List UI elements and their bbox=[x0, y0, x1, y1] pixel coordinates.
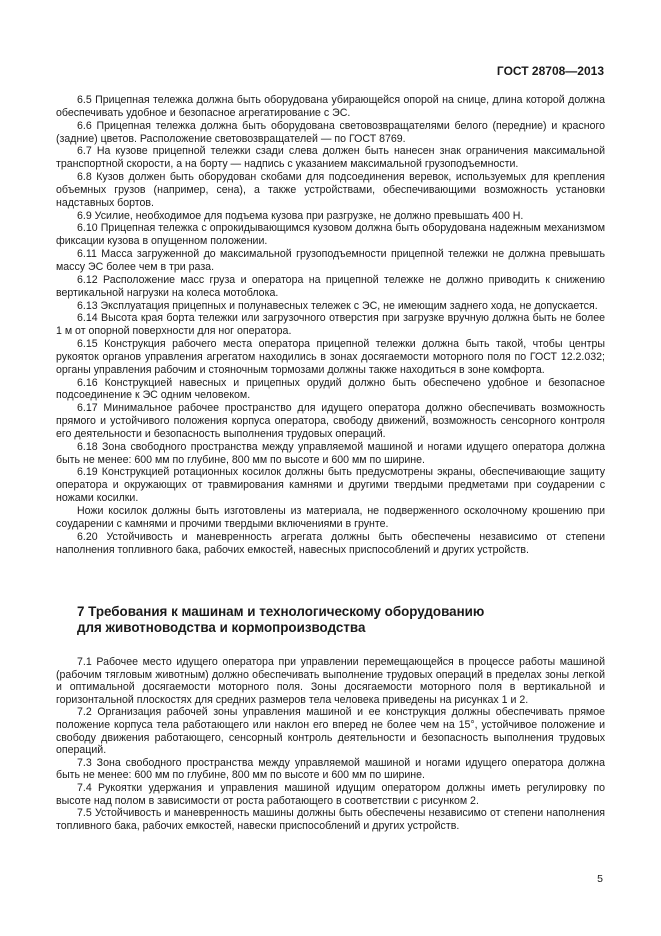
document-id-header: ГОСТ 28708—2013 bbox=[496, 64, 604, 78]
paragraph-6-12: 6.12 Расположение масс груза и оператора на прицепной тележке не должно приводить к снижению вертикальной нагрузки на колеса мотоблока. bbox=[56, 273, 605, 299]
paragraph-6-7: 6.7 На кузове прицепной тележки сзади слева должен быть нанесен знак ограничения максимальной транспортной скорости, а на борту — надпись с указанием максимальной грузоподъемности. bbox=[56, 145, 605, 171]
paragraph-6-9: 6.9 Усилие, необходимое для подъема кузова при разгрузке, не должно превышать 400 Н. bbox=[77, 209, 524, 222]
paragraph-6-14: 6.14 Высота края борта тележки или загрузочного отверстия при загрузке вручную должна быть не более 1 м от опорной поверхности для ног оператора. bbox=[56, 312, 605, 338]
page-number: 5 bbox=[597, 873, 603, 885]
paragraph-7-3: 7.3 Зона свободного пространства между управляемой машиной и ногами идущего оператора должна быть не менее: 600 мм по глубине, 800 мм по высоте и 600 мм по ширине. bbox=[56, 756, 605, 782]
paragraph-6-19: 6.19 Конструкцией ротационных косилок должны быть предусмотрены экраны, обеспечивающие защиту оператора и окружающих от травмирования камнями и другими твердыми предметами при соударении с ножами косилки. bbox=[56, 466, 605, 505]
paragraph-7-5: 7.5 Устойчивость и маневренность машины должны быть обеспечены независимо от степени наполнения топливного бака, рабочих емкостей, навески приспособлений и других устройств. bbox=[56, 807, 605, 832]
paragraph-6-20: 6.20 Устойчивость и маневренность агрегата должны быть обеспечены независимо от степени наполнения топливного бака, рабочих емкостей, навесных приспособлений и других устройств. bbox=[56, 530, 605, 556]
paragraph-6-18: 6.18 Зона свободного пространства между управляемой машиной и ногами идущего оператора должна быть не менее: 600 мм по глубине, 800 мм по высоте и 600 мм по ширине. bbox=[56, 440, 605, 466]
section-7-heading bbox=[77, 604, 484, 635]
paragraph-7-1: 7.1 Рабочее место идущего оператора при управлении перемещающейся в процессе работы машиной (рабочим тягловым животным) должно обеспечивать выполнение трудовых операций в пределах зоны легкой и оптимальной досягаемости моторного поля. Зоны досягаемости моторного поля в вертикальной и горизонтальной плоскостях для средних размеров тела человека приведены на рисунках 1 и 2. bbox=[56, 656, 605, 706]
paragraph-6-17: 6.17 Минимальное рабочее пространство для идущего оператора должно обеспечивать возможность прямого и устойчивого положения корпуса оператора, свободу движений, возможность сенсорного контроля его деятельности и безопасность выполнения трудовых операций. bbox=[56, 402, 605, 440]
paragraph-6-15: 6.15 Конструкция рабочего места оператора прицепной тележки должна быть такой, чтобы центры рукояток органов управления агрегатом находились в зонах досягаемости моторного поля по ГОСТ 12.2.032; органы управления рабочим и стояночным тормозами должны также находиться в зоне комфорта. bbox=[56, 338, 605, 376]
section-7-body bbox=[56, 656, 605, 832]
paragraph-6-10: 6.10 Прицепная тележка с опрокидывающимся кузовом должна быть оборудована надежным механизмом фиксации кузова в опущенном положении. bbox=[56, 222, 605, 248]
paragraph-7-4: 7.4 Рукоятки удержания и управления машиной идущим оператором должны иметь регулировку по высоте над полом в зависимости от роста работающего в соответствии с рисунком 2. bbox=[56, 781, 605, 807]
paragraph-6-13: 6.13 Эксплуатация прицепных и полунавесных тележек с ЭС, не имеющим заднего хода, не допускается. bbox=[77, 299, 598, 312]
section-7-heading-line2: для животноводства и кормопроизводства bbox=[77, 619, 366, 635]
paragraph-6-5: 6.5 Прицепная тележка должна быть оборудована убирающейся опорой на снице, длина которой должна обеспечивать удобное и безопасное агрегатирование с ЭС. bbox=[56, 94, 605, 119]
paragraph-6-19-knives: Ножи косилок должны быть изготовлены из материала, не подверженного осколочному крошению при соударении с камнями и прочими твердыми включениями в грунте. bbox=[56, 505, 605, 530]
paragraph-6-8: 6.8 Кузов должен быть оборудован скобами для подсоединения веревок, используемых для крепления объемных грузов (например, сена), а также устройствами, обеспечивающими возможность установки надставных бортов. bbox=[56, 171, 605, 209]
paragraph-6-11: 6.11 Масса загруженной до максимальной грузоподъемности прицепной тележки не должна превышать массу ЭС более чем в три раза. bbox=[56, 248, 605, 273]
section-6-body bbox=[56, 94, 605, 556]
section-7-heading-line1: 7 Требования к машинам и технологическому оборудованию bbox=[77, 604, 485, 619]
paragraph-6-16: 6.16 Конструкцией навесных и прицепных орудий должно быть обеспечено удобное и безопасное подсоединение к ЭС одним человеком. bbox=[56, 376, 605, 402]
paragraph-6-6: 6.6 Прицепная тележка должна быть оборудована световозвращателями белого (передние) и красного (задние) цветов. Расположение световозвращателей — по ГОСТ 8769. bbox=[56, 119, 605, 145]
paragraph-7-2: 7.2 Организация рабочей зоны управления машиной и ее конструкция должны обеспечивать прямое положение корпуса тела работающего или наклон его вперед не более чем на 15°, устойчивое положение и свободу движения работающего, сенсорный контроль деятельности и безопасность выполнения трудовых операций. bbox=[56, 706, 605, 757]
